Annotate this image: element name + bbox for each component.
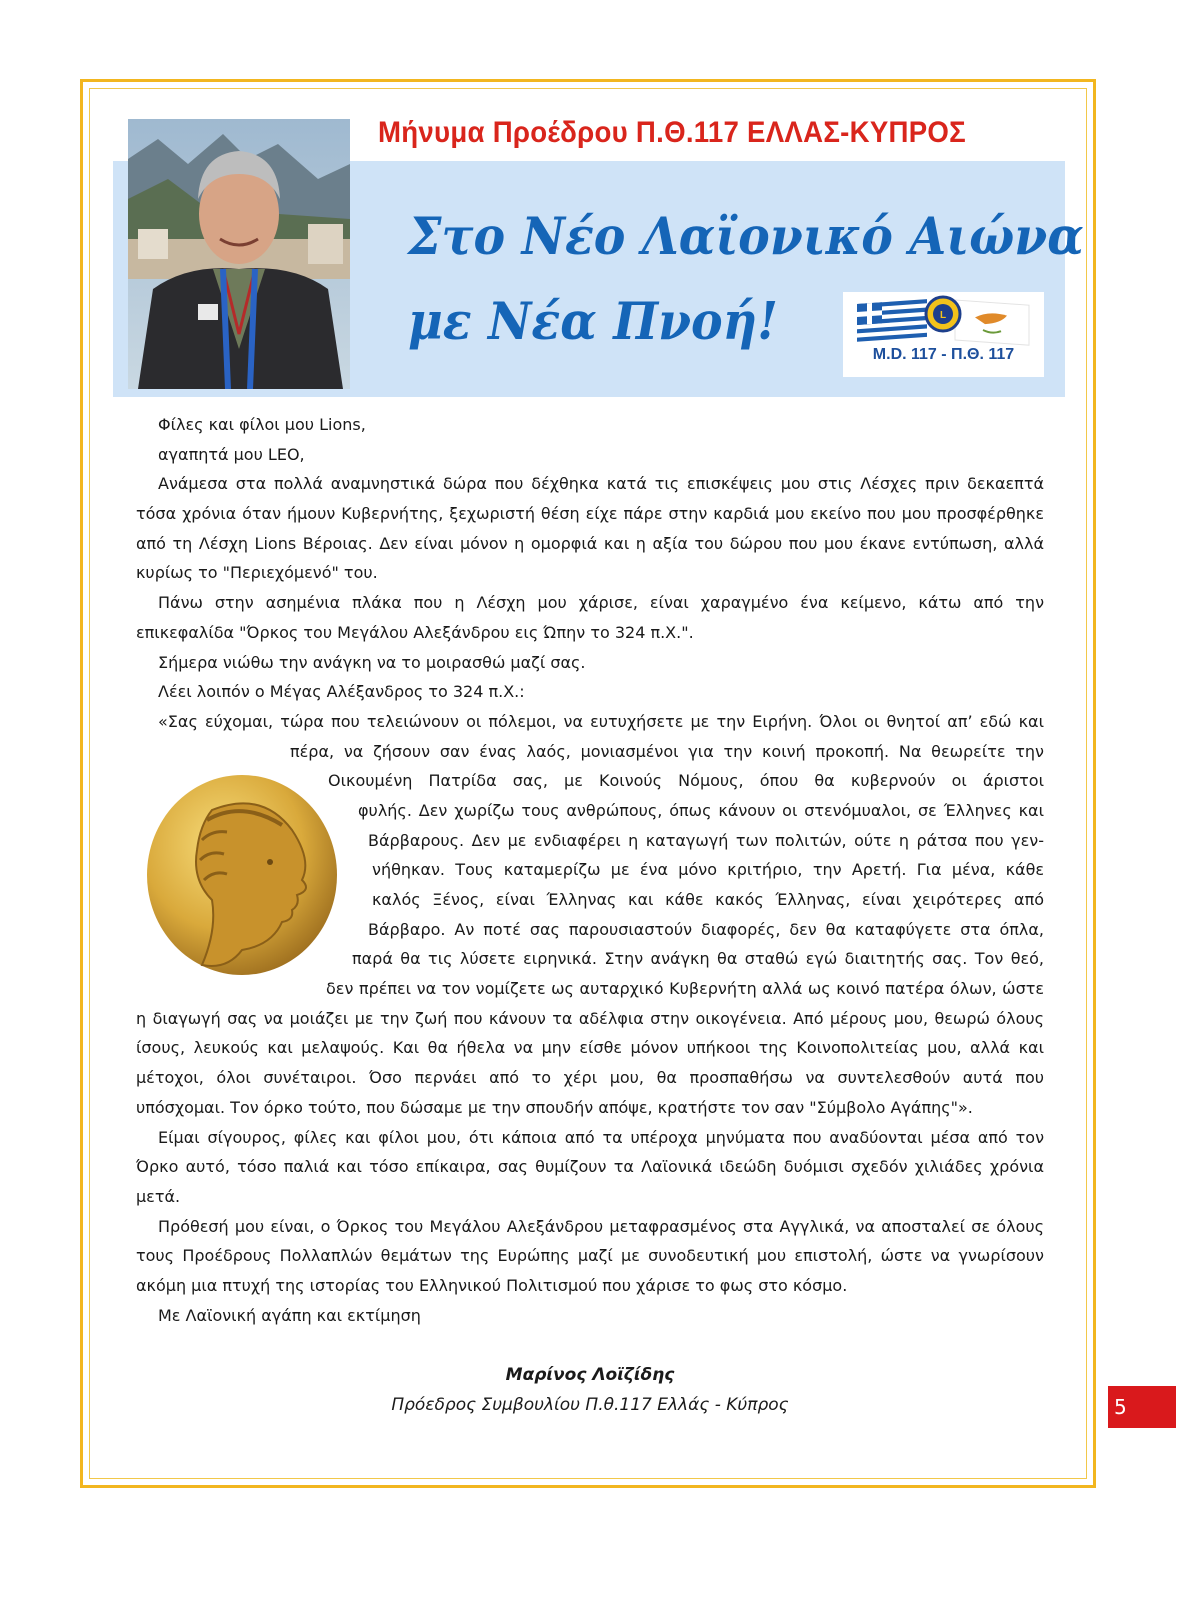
paragraph-line: τους Προέδρους Πολλαπλών θεμάτων της Ευρώπης μαζί με συνοδευτική μου επιστολή, ώστε να γνωρίσουν [136, 1246, 1044, 1266]
oath-line: Βάρβαρο. Αν ποτέ σας παρουσιαστούν διαφορές, δεν θα καταφύγετε στα όπλα, [368, 919, 1044, 939]
page-number: 5 [1108, 1386, 1176, 1428]
motto-line-1: Στο Νέο Λαϊονικό Αιώνα [408, 207, 1084, 267]
svg-text:L: L [939, 310, 947, 321]
signature-name: Μαρίνος Λοϊζίδης [505, 1365, 675, 1385]
closing-line: Με Λαϊονική αγάπη και εκτίμηση [158, 1305, 421, 1325]
salutation-line: αγαπητά μου LEO, [158, 444, 305, 464]
oath-line: Βάρβαρους. Δεν με ενδιαφέρει η καταγωγή των πολιτών, ούτε η ράτσα που γεν- [368, 830, 1044, 850]
oath-line: δεν πρέπει να τον νομίζετε ως αυταρχικό Κυβερνήτη αλλά ως κοινό πατέρα όλων, ώστε [326, 979, 1044, 999]
article-body [136, 410, 1044, 1330]
oath-line: «Σας εύχομαι, τώρα που τελειώνουν οι πόλεμοι, να ευτυχήσετε με την Ειρήνη. Όλοι οι θνητοί απ’ εδώ και [158, 711, 1044, 731]
oath-line: μέτοχοι, όλοι συνέταιροι. Όσο περνάει από το χέρι μου, θα προσπαθήσω να συντελεσθούν αυτά που [136, 1068, 1044, 1088]
paragraph-line: Λέει λοιπόν ο Μέγας Αλέξανδρος το 324 π.Χ.: [158, 682, 525, 702]
oath-line: καλός Ξένος, είναι Έλληνας και κάθε κακός Έλληνας, είναι χειρότερες από [372, 890, 1044, 909]
paragraph-line: ακόμη μια πτυχή της ιστορίας του Ελληνικού Πολιτισμού που χάρισε το φως στο κόσμο. [136, 1275, 848, 1295]
president-photo [128, 119, 350, 389]
lions-md117-logo [843, 292, 1044, 377]
oath-line: ίσους, λευκούς και μελαψούς. Και θα ήθελα να μην είσθε μόνον υπήκοοι της Κοινοπολιτείας μου, αλλά και [136, 1038, 1044, 1058]
paragraph-line: Πρόθεσή μου είναι, ο Όρκος του Μεγάλου Αλεξάνδρου μεταφρασμένος στα Αγγλικά, να αποσταλεί σε όλους [158, 1216, 1044, 1236]
paragraph-line: τόσα χρόνια όταν ήμουν Κυβερνήτης, ξεχωριστή θέση είχε πάρε στην καρδιά μου εκείνο που μου προσφέρθηκε [136, 504, 1044, 524]
oath-line: η διαγωγή σας να μοιάζει με την ζωή που κάνουν τα αδέλφια στην οικογένεια. Από μέρους μου, θεωρώ όλους [136, 1008, 1044, 1028]
paragraph-line: μετά. [136, 1186, 181, 1206]
article-title: Μήνυμα Προέδρου Π.Θ.117 ΕΛΛΑΣ-ΚΥΠΡΟΣ [378, 116, 967, 149]
oath-line: υπόσχομαι. Τον όρκο τούτο, που δώσαμε με την σπουδήν απόψε, κρατήστε τον σαν "Σύμβολο Αγάπης"». [136, 1097, 973, 1117]
paragraph-line: επικεφαλίδα "Όρκος του Μεγάλου Αλεξάνδρου εις Ώπην το 324 π.Χ.". [136, 622, 694, 642]
oath-line: πέρα, να ζήσουν σαν ένας λαός, μονιασμένοι για την κοινή προκοπή. Να θεωρείτε την [290, 741, 1044, 761]
paragraph-line: Ανάμεσα στα πολλά αναμνηστικά δώρα που δέχθηκα κατά τις επισκέψεις μου στις Λέσχες πριν δεκαεπτά [158, 474, 1044, 494]
paragraph-line: Πάνω στην ασημένια πλάκα που η Λέσχη μου χάρισε, είναι χαραγμένο ένα κείμενο, κάτω από την [158, 593, 1044, 613]
flags-emblem [843, 292, 1044, 347]
paragraph-line: Όρκο αυτό, τόσο παλιά και τόσο επίκαιρα, σας θυμίζουν τα Λαϊονικά ιδεώδη δυόμισι σχεδόν χιλιάδες χρόνια [136, 1157, 1044, 1177]
paragraph-line: από τη Λέσχη Lions Βέροιας. Δεν είναι μόνον η ομορφιά και η αξία του δώρου που μου έκανε εντύπωση, αλλά [136, 533, 1044, 553]
paragraph-line: Είμαι σίγουρος, φίλες και φίλοι μου, ότι κάποια από τα υπέροχα μηνύματα που αναδύονται μέσα από τον [158, 1127, 1044, 1147]
paragraph-line: κυρίως το "Περιεχόμενό" του. [136, 563, 378, 583]
portrait-illustration [128, 119, 350, 389]
signature-role: Πρόεδρος Συμβουλίου Π.θ.117 Ελλάς - Κύπρος [391, 1395, 789, 1415]
paragraph-line: Σήμερα νιώθω την ανάγκη να το μοιρασθώ μαζί σας. [158, 652, 586, 672]
motto-line-2: με Νέα Πνοή! [408, 292, 778, 352]
oath-line: Οικουμένη Πατρίδα σας, με Κοινούς Νόμους, όπου θα κυβερνούν οι άριστοι [328, 771, 1044, 791]
signature-block [300, 1360, 880, 1420]
oath-line: παρά θα τις λύσετε ειρηνικά. Στην ανάγκη θα σταθώ εγώ διαιτητής σας. Τον θεό, [352, 949, 1044, 969]
logo-caption: M.D. 117 - Π.Θ. 117 [872, 346, 1015, 363]
salutation-line: Φίλες και φίλοι μου Lions, [158, 415, 366, 434]
oath-line: φυλής. Δεν χωρίζω τους ανθρώπους, όπως κάνουν οι στενόμυαλοι, σε Έλληνες και [358, 800, 1044, 820]
oath-line: νήθηκαν. Τους καταμερίζω με ένα μόνο κριτήριο, την Αρετή. Για μένα, κάθε [372, 860, 1044, 880]
